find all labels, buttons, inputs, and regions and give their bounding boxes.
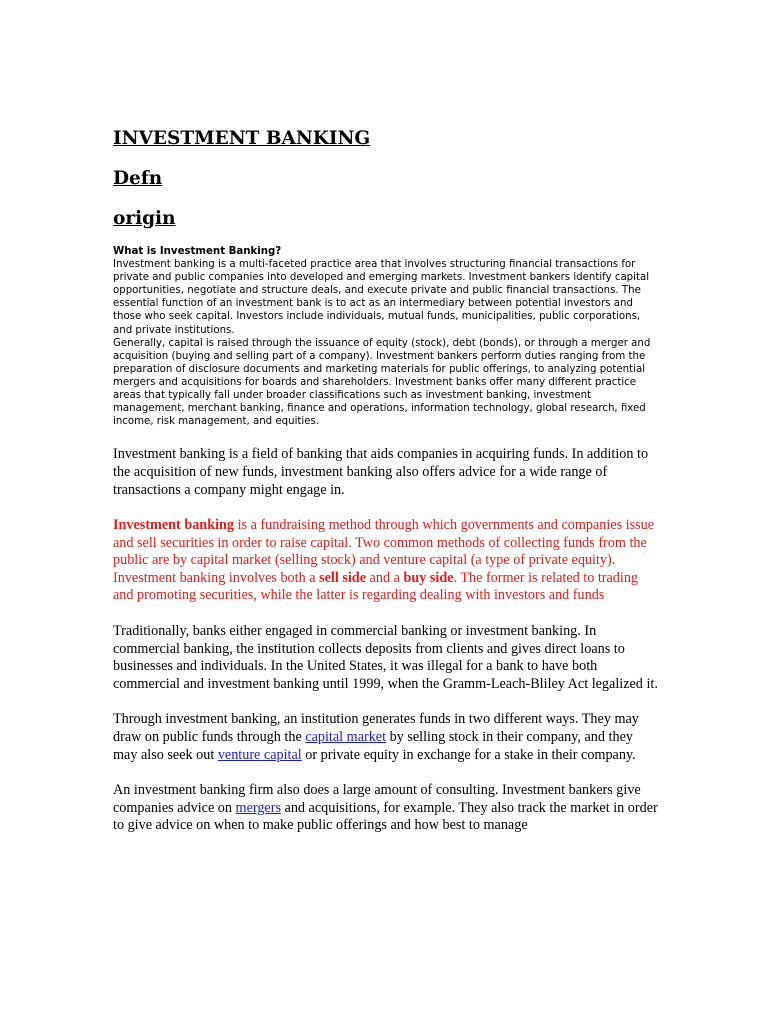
term-investment-banking: Investment banking <box>113 517 235 534</box>
paragraph-consulting <box>113 782 658 835</box>
paragraph-field-of-banking: Investment banking is a field of banking that aids companies in acquiring funds. In addition to the acquisition of new funds, investment banking also offers advice for a wide range of transactions a company might engage in. <box>113 446 649 498</box>
document-body <box>113 128 658 835</box>
text-fragment: is a fundraising method through which governments and companies issue and sell securities in order to raise capital. Two common methods of collecting funds from the public are by capital market (selling stock) and venture capital (a type of private equity). Investment banking involves both a <box>113 517 655 586</box>
heading-origin: origin <box>113 208 176 229</box>
paragraph-traditional-banking: Traditionally, banks either engaged in commercial banking or investment banking. In commercial banking, the institution collects deposits from clients and gives direct loans to businesses and individuals. In the United States, it was illegal for a bank to have both commercial and investment banking until 1999, when the Gramm-Leach-Bliley Act legalized it. <box>113 623 658 692</box>
text-fragment: An investment banking firm also does a large amount of consulting. Investment bankers give companies advice on <box>113 782 641 816</box>
text-fragment: by selling stock in their company, and they may also seek out <box>113 729 633 763</box>
paragraph-definition: Investment banking is a multi-faceted practice area that involves structuring financial transactions for private and public companies into developed and emerging markets. Investment bankers identify capital opportunities, negotiate and structure deals, and execute private and public financial transactions. The essential function of an investment bank is to act as an intermediary between potential investors and those who seek capital. Investors include individuals, mutual funds, municipalities, public corporations, and private institutions. <box>113 259 650 336</box>
term-sell-side: sell side <box>319 569 366 586</box>
heading-defn: Defn <box>113 168 163 189</box>
document-title: INVESTMENT BANKING <box>113 128 371 149</box>
text-fragment: . The former is related to trading and promoting securities, while the latter is regarding dealing with investors and funds <box>113 569 639 604</box>
paragraph-funds-generation <box>113 711 658 764</box>
paragraph-fundraising-method <box>113 517 658 605</box>
paragraph-capital-raising: Generally, capital is raised through the issuance of equity (stock), debt (bonds), or through a merger and acquisition (buying and selling part of a company). Investment bankers perform duties ranging from the preparation of disclosure documents and marketing materials for public offerings, to analyzing potential mergers and acquisitions for boards and shareholders. Investment banks offer many different practice areas that typically fall under broader classifications such as investment banking, investment management, merchant banking, finance and operations, information technology, global research, fixed income, risk management, and equities. <box>113 337 651 428</box>
section-title-what-is: What is Investment Banking? <box>113 246 282 257</box>
link-mergers[interactable]: mergers <box>235 799 281 816</box>
text-fragment: Through investment banking, an institution generates funds in two different ways. They may draw on public funds through the <box>113 711 639 746</box>
term-buy-side: buy side <box>403 569 454 586</box>
link-capital-market[interactable]: capital market <box>305 729 387 746</box>
text-fragment: and acquisitions, for example. They also track the market in order to give advice on when to make public offerings and how best to manage <box>113 799 658 834</box>
link-venture-capital[interactable]: venture capital <box>217 746 302 763</box>
text-fragment: and a <box>366 569 404 586</box>
text-fragment: or private equity in exchange for a stake in their company. <box>301 746 636 763</box>
